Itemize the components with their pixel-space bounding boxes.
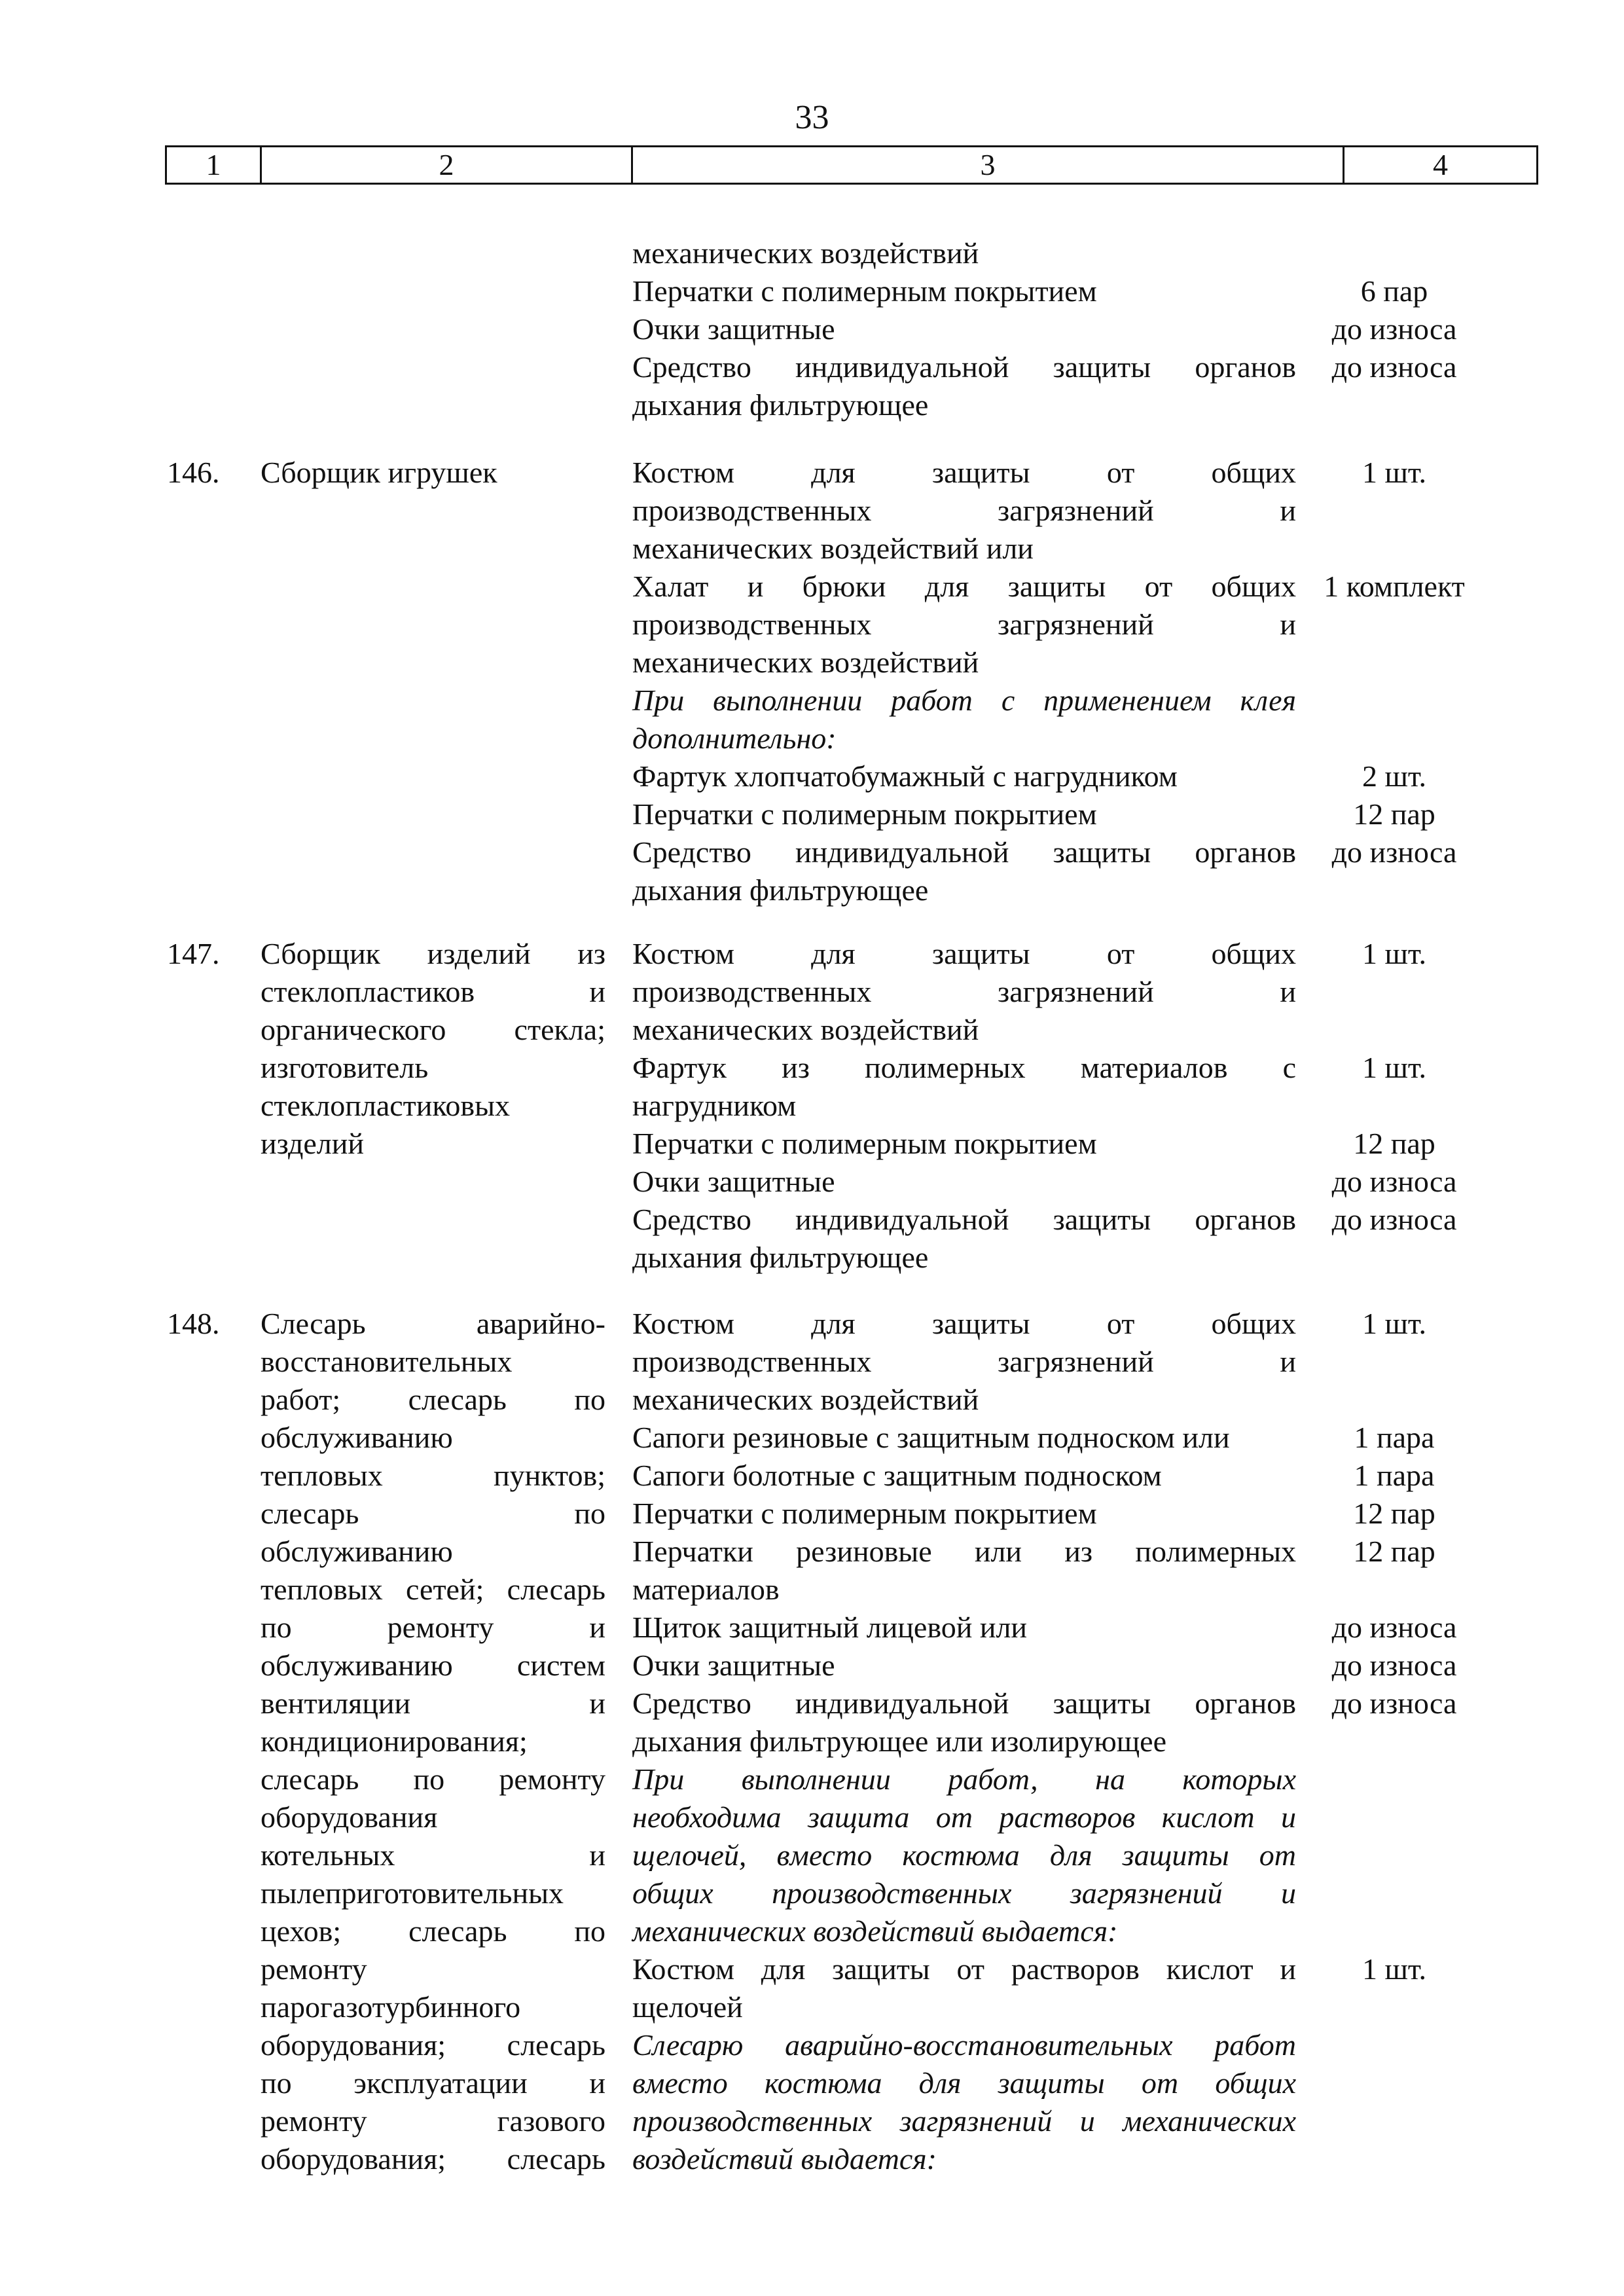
ppe-item-name: Фартук хлопчатобумажный с нагрудником xyxy=(632,759,1178,793)
ppe-item-quantity: до износа xyxy=(1331,835,1457,869)
ppe-item-name: Очки защитные xyxy=(632,1165,835,1198)
ppe-items xyxy=(632,234,1457,424)
ppe-item-name: Очки защитные xyxy=(632,312,835,346)
job-title: Сборщик игрушек xyxy=(261,456,497,489)
ppe-item-name: Щиток защитный лицевой или xyxy=(632,1611,1028,1644)
job-title: Сборщик изделий из стеклопластиков и органического стекла; изготовитель стеклопластиковых изделий xyxy=(261,937,605,1160)
ppe-item xyxy=(632,1685,1457,1760)
ppe-item xyxy=(632,568,1465,682)
ppe-item xyxy=(632,348,1457,424)
ppe-item-name: Костюм для защиты от растворов кислот и щелочей xyxy=(632,1952,1296,2024)
ppe-item xyxy=(632,757,1427,795)
ppe-item-name: Костюм для защиты от общих производственных загрязнений и механических воздействий или xyxy=(632,456,1296,565)
row-number: 146. xyxy=(167,456,220,489)
ppe-item-quantity: 2 шт. xyxy=(1362,759,1427,793)
ppe-item-name: Перчатки с полимерным покрытием xyxy=(632,797,1097,831)
ppe-item-quantity: до износа xyxy=(1331,1203,1457,1236)
ppe-item xyxy=(632,310,1457,348)
ppe-item-name: Перчатки с полимерным покрытием xyxy=(632,1127,1097,1160)
job-title: Слесарь аварийно- восстановительных работ; слесарь по обслуживанию тепловых пунктов; слесарь по обслуживанию тепловых сетей; слесарь по ремонту и обслуживанию систем вентиляции и кондиционирования; слесарь по ремонту оборудования котельных и пылеприготовительных цехов; слесарь по ремонту парогазотурбинного оборудования; слесарь по эксплуатации и ремонту газового оборудования; слесарь xyxy=(261,1307,605,2176)
ppe-item-name: Сапоги резиновые с защитным подноском или xyxy=(632,1421,1230,1454)
ppe-item-quantity: 6 пар xyxy=(1360,274,1428,308)
ppe-item-name: Костюм для защиты от общих производственных загрязнений и механических воздействий xyxy=(632,937,1296,1046)
ppe-item xyxy=(632,1125,1435,1163)
ppe-item xyxy=(632,1305,1427,1419)
ppe-item xyxy=(632,1495,1435,1533)
ppe-items xyxy=(632,454,1465,909)
ppe-item-quantity: 1 шт. xyxy=(1362,456,1427,489)
ppe-item xyxy=(632,1049,1427,1125)
ppe-item-quantity: до износа xyxy=(1331,1165,1457,1198)
ppe-item-quantity: 12 пар xyxy=(1353,797,1435,831)
ppe-item xyxy=(632,1533,1435,1609)
ppe-item-quantity: до износа xyxy=(1331,1649,1457,1682)
ppe-item-quantity: 12 пар xyxy=(1353,1535,1435,1568)
ppe-item-name: Сапоги болотные с защитным подноском xyxy=(632,1459,1162,1492)
page-number: 33 xyxy=(795,99,829,136)
ppe-item-quantity: 1 комплект xyxy=(1324,570,1465,603)
ppe-items xyxy=(632,935,1457,1277)
ppe-item-quantity: до износа xyxy=(1331,1611,1457,1644)
ppe-item xyxy=(632,935,1427,1049)
ppe-item-name: Средство индивидуальной защиты органов дыхания фильтрующее xyxy=(632,350,1296,422)
ppe-item xyxy=(632,1609,1457,1647)
ppe-item-quantity: 12 пар xyxy=(1353,1127,1435,1160)
ppe-item-name: Костюм для защиты от общих производственных загрязнений и механических воздействий xyxy=(632,1307,1296,1416)
ppe-item-quantity: 1 шт. xyxy=(1362,1307,1427,1340)
column-header-3: 3 xyxy=(633,147,1344,183)
ppe-item-name: Средство индивидуальной защиты органов дыхания фильтрующее xyxy=(632,835,1296,907)
ppe-item xyxy=(632,454,1427,568)
ppe-item xyxy=(632,1163,1457,1201)
ppe-item-quantity: 1 шт. xyxy=(1362,1952,1427,1986)
ppe-item-quantity: 1 шт. xyxy=(1362,937,1427,970)
ppe-item-quantity: 1 пара xyxy=(1354,1459,1435,1492)
column-header-1: 1 xyxy=(167,147,262,183)
ppe-item-name: Очки защитные xyxy=(632,1649,835,1682)
ppe-item xyxy=(632,1950,1427,2026)
ppe-items xyxy=(632,1305,1457,2178)
ppe-item-quantity: до износа xyxy=(1331,312,1457,346)
ppe-item xyxy=(632,1457,1435,1495)
ppe-item-quantity: 1 пара xyxy=(1354,1421,1435,1454)
row-number: 148. xyxy=(167,1307,220,1340)
ppe-item xyxy=(632,1201,1457,1277)
ppe-note: При выполнении работ, на которых необходима защита от растворов кислот и щелочей, вместо костюма для защиты от общих производственных загрязнений и механических воздействий выдается: xyxy=(632,1762,1296,1948)
ppe-item-quantity: до износа xyxy=(1331,350,1457,384)
ppe-item-name: Перчатки с полимерным покрытием xyxy=(632,274,1097,308)
column-header-2: 2 xyxy=(262,147,633,183)
ppe-item-name: Халат и брюки для защиты от общих производственных загрязнений и механических воздействий xyxy=(632,570,1296,679)
ppe-item xyxy=(632,272,1428,310)
ppe-item xyxy=(632,1647,1457,1685)
column-header-4: 4 xyxy=(1433,148,1448,181)
row-number: 147. xyxy=(167,937,220,970)
ppe-item-name: Перчатки резиновые или из полимерных материалов xyxy=(632,1535,1296,1606)
ppe-item-quantity: 12 пар xyxy=(1353,1497,1435,1530)
ppe-item-name: механических воздействий xyxy=(632,236,979,270)
ppe-note: Слесарю аварийно-восстановительных работ вместо костюма для защиты от общих производственных загрязнений и механических воздействий выдается: xyxy=(632,2028,1296,2176)
ppe-item-name: Фартук из полимерных материалов с нагрудником xyxy=(632,1051,1296,1122)
ppe-item-quantity: 1 шт. xyxy=(1362,1051,1427,1084)
ppe-item-quantity: до износа xyxy=(1331,1686,1457,1720)
ppe-item xyxy=(632,234,1296,272)
ppe-item-name: Перчатки с полимерным покрытием xyxy=(632,1497,1097,1530)
ppe-item xyxy=(632,1419,1435,1457)
ppe-item xyxy=(632,795,1435,833)
ppe-note: При выполнении работ с применением клея дополнительно: xyxy=(632,683,1296,755)
ppe-item-name: Средство индивидуальной защиты органов дыхания фильтрующее или изолирующее xyxy=(632,1686,1296,1758)
ppe-item xyxy=(632,833,1457,909)
ppe-item-name: Средство индивидуальной защиты органов дыхания фильтрующее xyxy=(632,1203,1296,1274)
